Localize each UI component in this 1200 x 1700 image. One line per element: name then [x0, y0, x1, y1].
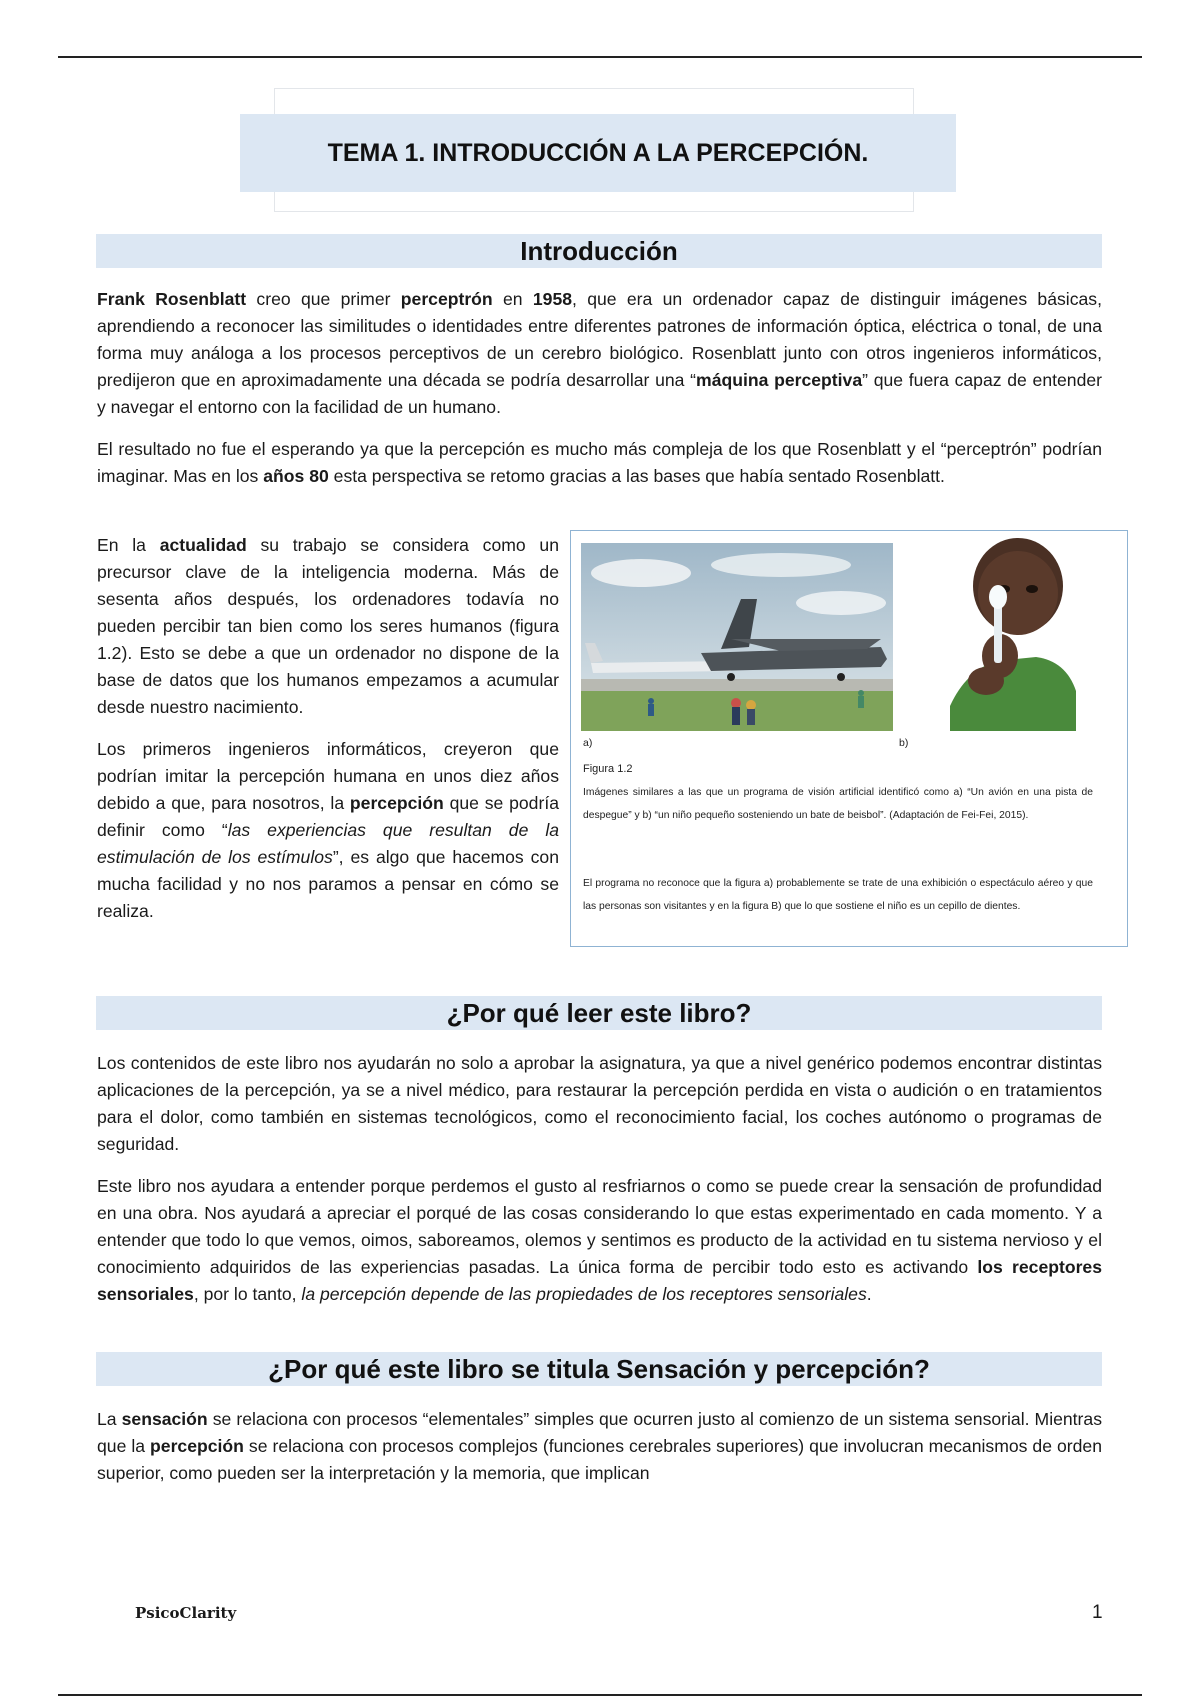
text-run: esta perspectiva se retomo gracias a las bases que había sentado Rosenblatt.: [328, 466, 945, 486]
text-run: se relaciona con procesos complejos (funciones cerebrales superiores) que involucran mecanismos de orden superior, como pueden ser la interpretación y la memoria, que implican: [97, 1436, 1102, 1483]
text-run: Los contenidos de este libro nos ayudarán no solo a aprobar la asignatura, ya que a nivel genérico podemos encontrar distintas aplicaciones de la percepción, ya se a nivel médico, para restaurar la percepción perdida en vista o audición o en tratamientos para el dolor, como también en sistemas tecnológicos, como el reconocimiento facial, los coches autónomo o programas de seguridad.: [97, 1053, 1102, 1154]
bold-text: percepción: [349, 793, 444, 813]
figure-label-b: b): [899, 737, 909, 749]
bold-text: los receptores sensoriales: [97, 1257, 1103, 1304]
text-run: creo que primer: [246, 289, 401, 309]
text-run: en: [492, 289, 533, 309]
section-heading-why-title: ¿Por qué este libro se titula Sensación y percepción?: [96, 1352, 1102, 1386]
bottom-rule: [58, 1694, 1142, 1696]
bold-text: años 80: [263, 466, 329, 486]
figure-1-2: [570, 530, 1128, 947]
text-run: , que era un ordenador capaz de distinguir imágenes básicas, aprendiendo a reconocer las similitudes o identidades entre diferentes patrones de información óptica, eléctrica o tonal, de una forma muy análoga a los procesos perceptivos de un cerebro biológico. Rosenblatt junto con otros ingenieros informáticos, predijeron que en aproximadamente una década se podría desarrollar una “: [97, 289, 1102, 390]
figure-note: El programa no reconoce que la figura a) probablemente se trate de una exhibición o espectáculo aéreo y que las personas son visitantes y en la figura B) que lo que sostiene el niño es un cepillo de dientes.: [583, 878, 1093, 912]
bold-text: 1958: [532, 289, 573, 309]
text-run: ” que fuera capaz de entender y navegar el entorno con la facilidad de un humano.: [97, 370, 1102, 417]
why-read-paragraph-1: [97, 1050, 1102, 1158]
text-run: En la: [97, 535, 160, 555]
bold-text: percepción: [150, 1436, 244, 1456]
page-title: TEMA 1. INTRODUCCIÓN A LA PERCEPCIÓN.: [327, 138, 869, 167]
section-heading-intro: Introducción: [96, 234, 1102, 268]
intro-paragraph-1: [97, 286, 1102, 421]
text-run: Este libro nos ayudara a entender porque perdemos el gusto al resfriarnos o como se puede crear la sensación de profundidad en una obra. Nos ayudará a apreciar el porqué de las cosas considerando lo que estas experimentado en cada momento. Y a entender que todo lo que vemos, oimos, saboreamos, olemos y sentimos es producto de la actividad en tu sistema nervioso y el conocimiento adquiridos de las experiencias pasadas. La única forma de percibir todo esto es activando: [97, 1176, 1102, 1277]
text-run: Los primeros ingenieros informáticos, creyeron que podrían imitar la percepción humana en unos diez años debido a que, para nosotros, la: [97, 739, 559, 813]
text-run: , por lo tanto,: [193, 1284, 302, 1304]
intro-paragraph-3: [97, 532, 559, 721]
figure-number: Figura 1.2: [583, 763, 633, 775]
bold-text: actualidad: [159, 535, 247, 555]
text-run: su trabajo se considera como un precursor clave de la inteligencia moderna. Más de sesenta años después, los ordenadores todavía no pueden percibir tan bien como los seres humanos (figura 1.2). Esto se debe a que un ordenador no dispone de la base de datos que los humanos empezamos a acumular desde nuestro nacimiento.: [97, 535, 559, 717]
text-run: .: [866, 1284, 872, 1304]
intro-paragraph-2: [97, 436, 1102, 490]
why-read-paragraph-2: [97, 1173, 1102, 1308]
footer-brand: PsicoClarity: [135, 1604, 237, 1622]
bold-text: sensación: [121, 1409, 208, 1429]
bold-text: máquina perceptiva: [696, 370, 863, 390]
figure-child-image: [926, 531, 1101, 736]
figure-airplane-image: [581, 543, 893, 731]
bold-text: Frank Rosenblatt: [97, 289, 247, 309]
italic-text: las experiencias que resultan de la estimulación de los estímulos: [97, 820, 560, 867]
top-rule: [58, 56, 1142, 58]
text-run: La: [97, 1409, 122, 1429]
figure-label-a: a): [583, 737, 593, 749]
italic-text: la percepción depende de las propiedades de los receptores sensoriales: [301, 1284, 867, 1304]
why-title-paragraph-1: [97, 1406, 1102, 1487]
section-heading-why-read: ¿Por qué leer este libro?: [96, 996, 1102, 1030]
text-run: El resultado no fue el esperando ya que la percepción es mucho más compleja de los que Rosenblatt y el “perceptrón” podrían imaginar. Mas en los: [97, 439, 1102, 486]
text-run: se relaciona con procesos “elementales” simples que ocurren justo al comienzo de un sistema sensorial. Mientras que la: [97, 1409, 1103, 1456]
text-run: que se podría definir como “: [97, 793, 559, 840]
page-number: 1: [1092, 1602, 1103, 1623]
intro-paragraph-4: [97, 736, 559, 925]
figure-caption: Imágenes similares a las que un programa de visión artificial identificó como a) “Un avión en una pista de despegue” y b) “un niño pequeño sosteniendo un bate de beisbol”. (Adaptación de Fei-Fei, 2015).: [583, 787, 1093, 821]
text-run: ”, es algo que hacemos con mucha facilidad y no nos paramos a pensar en cómo se realiza.: [97, 847, 559, 921]
bold-text: perceptrón: [400, 289, 493, 309]
